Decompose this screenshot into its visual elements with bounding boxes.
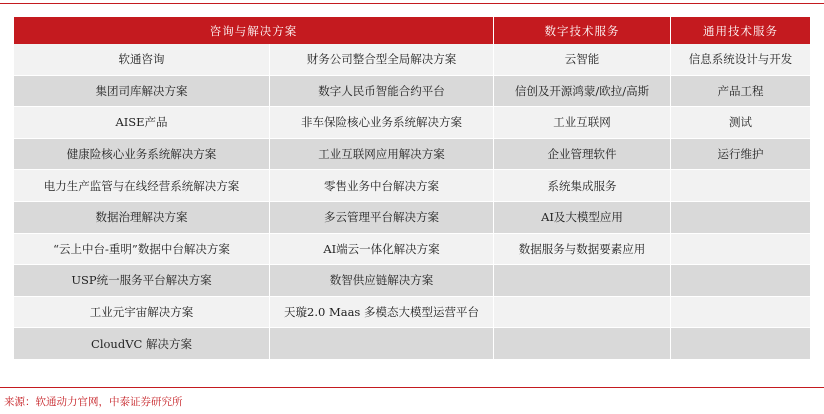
table-row [14, 202, 810, 234]
table-header-row [14, 17, 810, 44]
table-cell [671, 297, 810, 329]
table-cell: 产品工程 [671, 76, 810, 108]
table-cell: 运行维护 [671, 139, 810, 171]
table-cell [671, 234, 810, 266]
table-cell: 软通咨询 [14, 44, 270, 76]
table-row [14, 265, 810, 297]
table-cell [671, 265, 810, 297]
table-cell [671, 170, 810, 202]
table-cell: 数智供应链解决方案 [270, 265, 494, 297]
table-cell: 系统集成服务 [494, 170, 671, 202]
table-cell: 企业管理软件 [494, 139, 671, 171]
table-cell: 数据治理解决方案 [14, 202, 270, 234]
table-cell: 云智能 [494, 44, 671, 76]
table-cell [671, 328, 810, 360]
table-cell: “云上中台-重明”数据中台解决方案 [14, 234, 270, 266]
table-cell [494, 297, 671, 329]
table-cell: CloudVC 解决方案 [14, 328, 270, 360]
table-row [14, 328, 810, 360]
table-cell [494, 328, 671, 360]
header-general-tech: 通用技术服务 [671, 17, 810, 44]
table-cell: 多云管理平台解决方案 [270, 202, 494, 234]
bottom-rule [0, 387, 824, 388]
table-cell [270, 328, 494, 360]
table-cell: 财务公司整合型全局解决方案 [270, 44, 494, 76]
table-row [14, 76, 810, 108]
table-cell: 数据服务与数据要素应用 [494, 234, 671, 266]
table-row [14, 297, 810, 329]
solutions-table [14, 17, 810, 360]
table-row [14, 107, 810, 139]
table-cell: 非车保险核心业务系统解决方案 [270, 107, 494, 139]
table-cell: AI端云一体化解决方案 [270, 234, 494, 266]
top-rule [0, 3, 824, 4]
header-digital-tech: 数字技术服务 [494, 17, 671, 44]
table-cell [671, 202, 810, 234]
table-row [14, 234, 810, 266]
table-cell: 零售业务中台解决方案 [270, 170, 494, 202]
table-cell: 天璇2.0 Maas 多模态大模型运营平台 [270, 297, 494, 329]
table-cell: 工业元宇宙解决方案 [14, 297, 270, 329]
source-note: 来源：软通动力官网，中泰证券研究所 [4, 396, 183, 408]
table-cell: 信创及开源鸿蒙/欧拉/高斯 [494, 76, 671, 108]
table-cell: 健康险核心业务系统解决方案 [14, 139, 270, 171]
table-row [14, 139, 810, 171]
table-cell: 测试 [671, 107, 810, 139]
table-cell: 电力生产监管与在线经营系统解决方案 [14, 170, 270, 202]
table-cell: 工业互联网应用解决方案 [270, 139, 494, 171]
table-cell [494, 265, 671, 297]
header-consulting: 咨询与解决方案 [14, 17, 494, 44]
table-cell: AISE产品 [14, 107, 270, 139]
table-cell: 数字人民币智能合约平台 [270, 76, 494, 108]
table-cell: 集团司库解决方案 [14, 76, 270, 108]
table-row [14, 170, 810, 202]
table-cell: AI及大模型应用 [494, 202, 671, 234]
table-cell: 信息系统设计与开发 [671, 44, 810, 76]
table-cell: USP统一服务平台解决方案 [14, 265, 270, 297]
table-cell: 工业互联网 [494, 107, 671, 139]
table-row [14, 44, 810, 76]
